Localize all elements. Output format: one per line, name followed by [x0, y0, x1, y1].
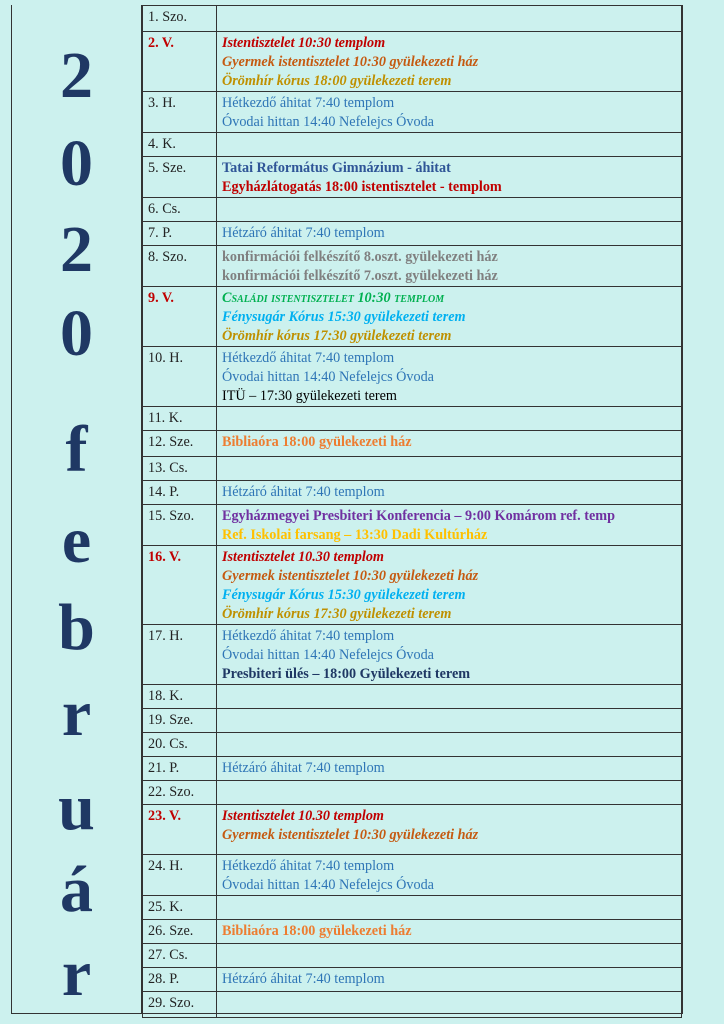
day-events: [217, 805, 682, 855]
calendar-table: [142, 5, 682, 1018]
calendar-row: [143, 781, 682, 805]
day-events: [217, 709, 682, 733]
month-title-char: 2: [60, 213, 93, 286]
event-line: Istentisztelet 10:30 templom: [222, 35, 386, 51]
event-line: Óvodai hittan 14:40 Nefelejcs Óvoda: [222, 369, 434, 385]
day-events: [217, 347, 682, 407]
day-label: 19. Sze.: [143, 709, 217, 733]
day-events: [217, 944, 682, 968]
day-events: [217, 625, 682, 685]
calendar-row: [143, 505, 682, 546]
day-label: 21. P.: [143, 757, 217, 781]
day-events: [217, 733, 682, 757]
event-line: Hétkezdő áhitat 7:40 templom: [222, 95, 395, 111]
calendar-row: [143, 32, 682, 92]
day-events: [217, 968, 682, 992]
day-events: [217, 133, 682, 157]
event-line: Örömhír kórus 17:30 gyülekezeti terem: [222, 606, 452, 622]
event-line: Hétkezdő áhitat 7:40 templom: [222, 350, 395, 366]
day-label: 18. K.: [143, 685, 217, 709]
event-line: Presbiteri ülés – 18:00 Gyülekezeti terem: [222, 666, 471, 682]
event-line: Gyermek istentisztelet 10:30 gyülekezeti ház: [222, 568, 479, 584]
day-label: 12. Sze.: [143, 431, 217, 457]
day-label: 14. P.: [143, 481, 217, 505]
day-events: [217, 157, 682, 198]
event-line: Istentisztelet 10.30 templom: [222, 549, 384, 565]
calendar-row: [143, 92, 682, 133]
calendar-row: [143, 133, 682, 157]
calendar-row: [143, 805, 682, 855]
day-label: 27. Cs.: [143, 944, 217, 968]
event-line: konfirmációi felkészítő 8.oszt. gyülekezeti ház: [222, 249, 498, 265]
event-line: Bibliaóra 18:00 gyülekezeti ház: [222, 434, 412, 450]
event-line: Bibliaóra 18:00 gyülekezeti ház: [222, 923, 412, 939]
event-line: ITÜ – 17:30 gyülekezeti terem: [222, 388, 397, 404]
month-title-char: 2: [60, 39, 93, 112]
calendar-row: [143, 407, 682, 431]
day-events: [217, 431, 682, 457]
day-events: [217, 481, 682, 505]
calendar-page: [11, 5, 683, 1014]
day-events: [217, 407, 682, 431]
month-title-char: r: [61, 677, 92, 750]
day-label: 7. P.: [143, 222, 217, 246]
event-line: Örömhír kórus 17:30 gyülekezeti terem: [222, 328, 452, 344]
day-events: [217, 246, 682, 287]
calendar-row: [143, 685, 682, 709]
day-label: 10. H.: [143, 347, 217, 407]
day-label: 16. V.: [143, 546, 217, 625]
event-line: Hétkezdő áhitat 7:40 templom: [222, 628, 395, 644]
month-title-char: 0: [60, 127, 93, 200]
event-line: Gyermek istentisztelet 10:30 gyülekezeti ház: [222, 827, 479, 843]
event-line: Ref. Iskolai farsang – 13:30 Dadi Kultúrház: [222, 527, 488, 543]
day-label: 26. Sze.: [143, 920, 217, 944]
day-label: 24. H.: [143, 855, 217, 896]
event-line: Örömhír kórus 18:00 gyülekezeti terem: [222, 73, 452, 89]
day-label: 2. V.: [143, 32, 217, 92]
calendar-row: [143, 222, 682, 246]
event-line: Óvodai hittan 14:40 Nefelejcs Óvoda: [222, 114, 434, 130]
event-line: Gyermek istentisztelet 10:30 gyülekezeti ház: [222, 54, 479, 70]
day-events: [217, 287, 682, 347]
event-line: Óvodai hittan 14:40 Nefelejcs Óvoda: [222, 877, 434, 893]
month-title-char: b: [58, 591, 95, 664]
day-events: [217, 685, 682, 709]
event-line: Fénysugár Kórus 15:30 gyülekezeti terem: [222, 309, 466, 325]
calendar-row: [143, 157, 682, 198]
event-line: Hétzáró áhitat 7:40 templom: [222, 225, 385, 241]
day-label: 8. Szo.: [143, 246, 217, 287]
day-events: [217, 198, 682, 222]
day-label: 9. V.: [143, 287, 217, 347]
calendar-row: [143, 896, 682, 920]
day-events: [217, 855, 682, 896]
day-label: 25. K.: [143, 896, 217, 920]
event-line: Fénysugár Kórus 15:30 gyülekezeti terem: [222, 587, 466, 603]
day-events: [217, 32, 682, 92]
day-label: 1. Szo.: [143, 6, 217, 32]
day-events: [217, 92, 682, 133]
day-events: [217, 546, 682, 625]
day-events: [217, 992, 682, 1018]
month-title-char: u: [58, 771, 95, 844]
day-label: 17. H.: [143, 625, 217, 685]
day-label: 29. Szo.: [143, 992, 217, 1018]
day-label: 5. Sze.: [143, 157, 217, 198]
month-title-char: f: [65, 413, 88, 486]
event-line: Hétkezdő áhitat 7:40 templom: [222, 858, 395, 874]
calendar-row: [143, 546, 682, 625]
calendar-row: [143, 968, 682, 992]
day-events: [217, 457, 682, 481]
day-label: 15. Szo.: [143, 505, 217, 546]
event-line: Óvodai hittan 14:40 Nefelejcs Óvoda: [222, 647, 434, 663]
calendar-row: [143, 198, 682, 222]
day-events: [217, 757, 682, 781]
month-title-char: e: [61, 504, 92, 577]
calendar-row: [143, 709, 682, 733]
day-events: [217, 920, 682, 944]
day-label: 22. Szo.: [143, 781, 217, 805]
day-label: 23. V.: [143, 805, 217, 855]
calendar-row: [143, 944, 682, 968]
calendar-row: [143, 733, 682, 757]
month-title-char: á: [60, 853, 93, 926]
event-line: Egyházmegyei Presbiteri Konferencia – 9:00 Komárom ref. temp: [222, 508, 615, 524]
calendar-row: [143, 625, 682, 685]
calendar-row: [143, 920, 682, 944]
event-line: Tatai Református Gimnázium - áhitat: [222, 160, 451, 176]
day-label: 13. Cs.: [143, 457, 217, 481]
calendar-row: [143, 992, 682, 1018]
day-label: 3. H.: [143, 92, 217, 133]
event-line: konfirmációi felkészítő 7.oszt. gyülekezeti ház: [222, 268, 498, 284]
calendar-row: [143, 246, 682, 287]
day-label: 6. Cs.: [143, 198, 217, 222]
calendar-row: [143, 481, 682, 505]
day-events: [217, 896, 682, 920]
event-line: Istentisztelet 10.30 templom: [222, 808, 384, 824]
calendar-row: [143, 457, 682, 481]
day-label: 28. P.: [143, 968, 217, 992]
day-events: [217, 222, 682, 246]
event-line: Egyházlátogatás 18:00 istentisztelet - templom: [222, 179, 502, 195]
event-line: Családi istentisztelet 10:30 templom: [222, 290, 445, 306]
day-label: 4. K.: [143, 133, 217, 157]
calendar-row: [143, 6, 682, 32]
event-line: Hétzáró áhitat 7:40 templom: [222, 760, 385, 776]
day-events: [217, 781, 682, 805]
day-label: 20. Cs.: [143, 733, 217, 757]
day-events: [217, 6, 682, 32]
calendar-row: [143, 855, 682, 896]
calendar-row: [143, 757, 682, 781]
calendar-row: [143, 347, 682, 407]
calendar-row: [143, 287, 682, 347]
month-title-char: r: [61, 937, 92, 1010]
day-label: 11. K.: [143, 407, 217, 431]
month-title-column: [12, 5, 142, 1013]
event-line: Hétzáró áhitat 7:40 templom: [222, 971, 385, 987]
day-events: [217, 505, 682, 546]
month-title-char: 0: [60, 297, 93, 370]
calendar-row: [143, 431, 682, 457]
event-line: Hétzáró áhitat 7:40 templom: [222, 484, 385, 500]
